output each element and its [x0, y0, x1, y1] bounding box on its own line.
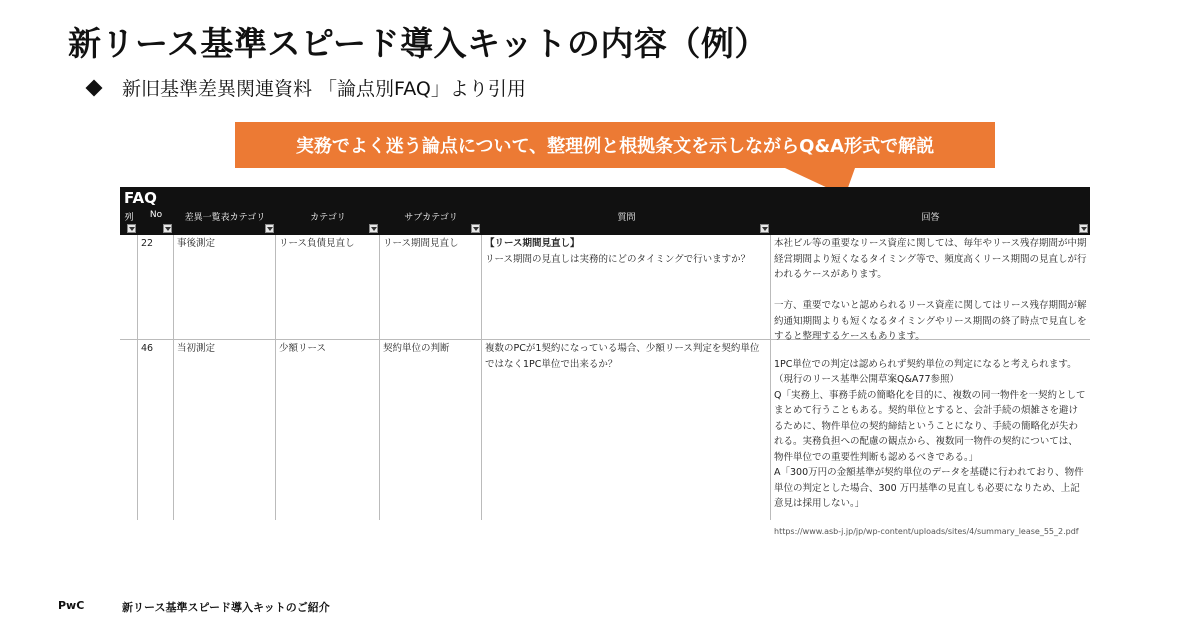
cell-category[interactable]: 少額リース: [276, 340, 380, 520]
page-title: 新リース基準スピード導入キットの内容（例）: [68, 24, 768, 63]
filter-dropdown-icon[interactable]: [265, 224, 274, 233]
cell-question[interactable]: [482, 235, 771, 339]
header-category: [276, 209, 380, 235]
faq-spreadsheet: [120, 187, 1090, 536]
faq-band: FAQ: [120, 187, 1090, 209]
footer-text: 新リース基準スピード導入キットのご紹介: [122, 601, 330, 614]
header-retsu: [120, 209, 138, 235]
source-url: https://www.asb-j.jp/jp/wp-content/uploads/sites/4/summary_lease_55_2.pdf: [774, 526, 1079, 536]
header-label: 差異一覧表カテゴリ: [184, 213, 266, 223]
header-label: サブカテゴリ: [404, 213, 458, 223]
header-label: カテゴリ: [310, 213, 346, 223]
footer-brand: PwC: [58, 599, 85, 612]
filter-dropdown-icon[interactable]: [760, 224, 769, 233]
header-subcategory: [380, 209, 482, 235]
cell-no[interactable]: 22: [138, 235, 174, 339]
subtitle: [88, 74, 526, 101]
cell-question[interactable]: 複数のPCが1契約になっている場合、少額リース判定を契約単位ではなく1PC単位で出来るか？: [482, 340, 771, 520]
cell-no[interactable]: 46: [138, 340, 174, 520]
header-label: 列: [124, 213, 134, 223]
cell-answer[interactable]: [771, 340, 1090, 536]
filter-dropdown-icon[interactable]: [369, 224, 378, 233]
filter-dropdown-icon[interactable]: [471, 224, 480, 233]
header-answer: [771, 209, 1090, 235]
header-diff-category: [174, 209, 276, 235]
cell-diff-category[interactable]: 事後測定: [174, 235, 276, 339]
header-label: 回答: [921, 213, 940, 223]
cell-subcategory[interactable]: 契約単位の判断: [380, 340, 482, 520]
cell-retsu[interactable]: [120, 340, 138, 520]
question-text: リース期間の見直しは実務的にどのタイミングで行いますか？: [485, 253, 751, 265]
cell-diff-category[interactable]: 当初測定: [174, 340, 276, 520]
header-label: No: [149, 210, 163, 220]
answer-text: 1PC単位での判定は認められず契約単位の判定になると考えられます。（現行のリース基準公開草案Q&A77参照） Q「実務上、事務手続の簡略化を目的に、複数の同一物件を一契約としてまとめて行うこともある。契約単位とすると、会計手続の煩雑さを避けるために、物件単位の契約締結ということになり、手続の簡略化が失われる。実務負担への配慮の観点から、複数同一物件の契約については、物件単位での重要性判断も認めるべきである。」 A「300万円の金額基準が契約単位のデータを基礎に行われており、物件単位の判定とした場合、300 万円基準の見直しも必要になりため、上記意見は採用しない。」: [774, 358, 1086, 509]
header-no: [138, 209, 174, 235]
filter-dropdown-icon[interactable]: [127, 224, 136, 233]
filter-dropdown-icon[interactable]: [1079, 224, 1088, 233]
callout-box: [235, 122, 995, 168]
header-label: 質問: [617, 213, 636, 223]
table-row[interactable]: [120, 235, 1090, 340]
callout-text: 実務でよく迷う論点について、整理例と根拠条文を示しながらQ&A形式で解説: [295, 136, 935, 157]
diamond-bullet-icon: [86, 79, 103, 96]
cell-category[interactable]: リース負債見直し: [276, 235, 380, 339]
header-row: [120, 209, 1090, 235]
cell-subcategory[interactable]: リース期間見直し: [380, 235, 482, 339]
table-row[interactable]: [120, 340, 1090, 536]
question-title: 【リース期間見直し】: [485, 238, 580, 249]
header-question: [482, 209, 771, 235]
filter-dropdown-icon[interactable]: [163, 224, 172, 233]
cell-retsu[interactable]: [120, 235, 138, 339]
subtitle-text: 新旧基準差異関連資料 「論点別FAQ」より引用: [122, 78, 526, 100]
cell-answer[interactable]: 本社ビル等の重要なリース資産に関しては、毎年やリース残存期間が中期経営期間より短くなるタイミング等で、頻度高くリース期間の見直しが行われるケースがあります。 一方、重要でないと認められるリース資産に関してはリース残存期間が解約通知期間よりも短くなるタイミングやリース期間の終了時点で見直しをすると整理するケースもあります。: [774, 238, 1087, 342]
